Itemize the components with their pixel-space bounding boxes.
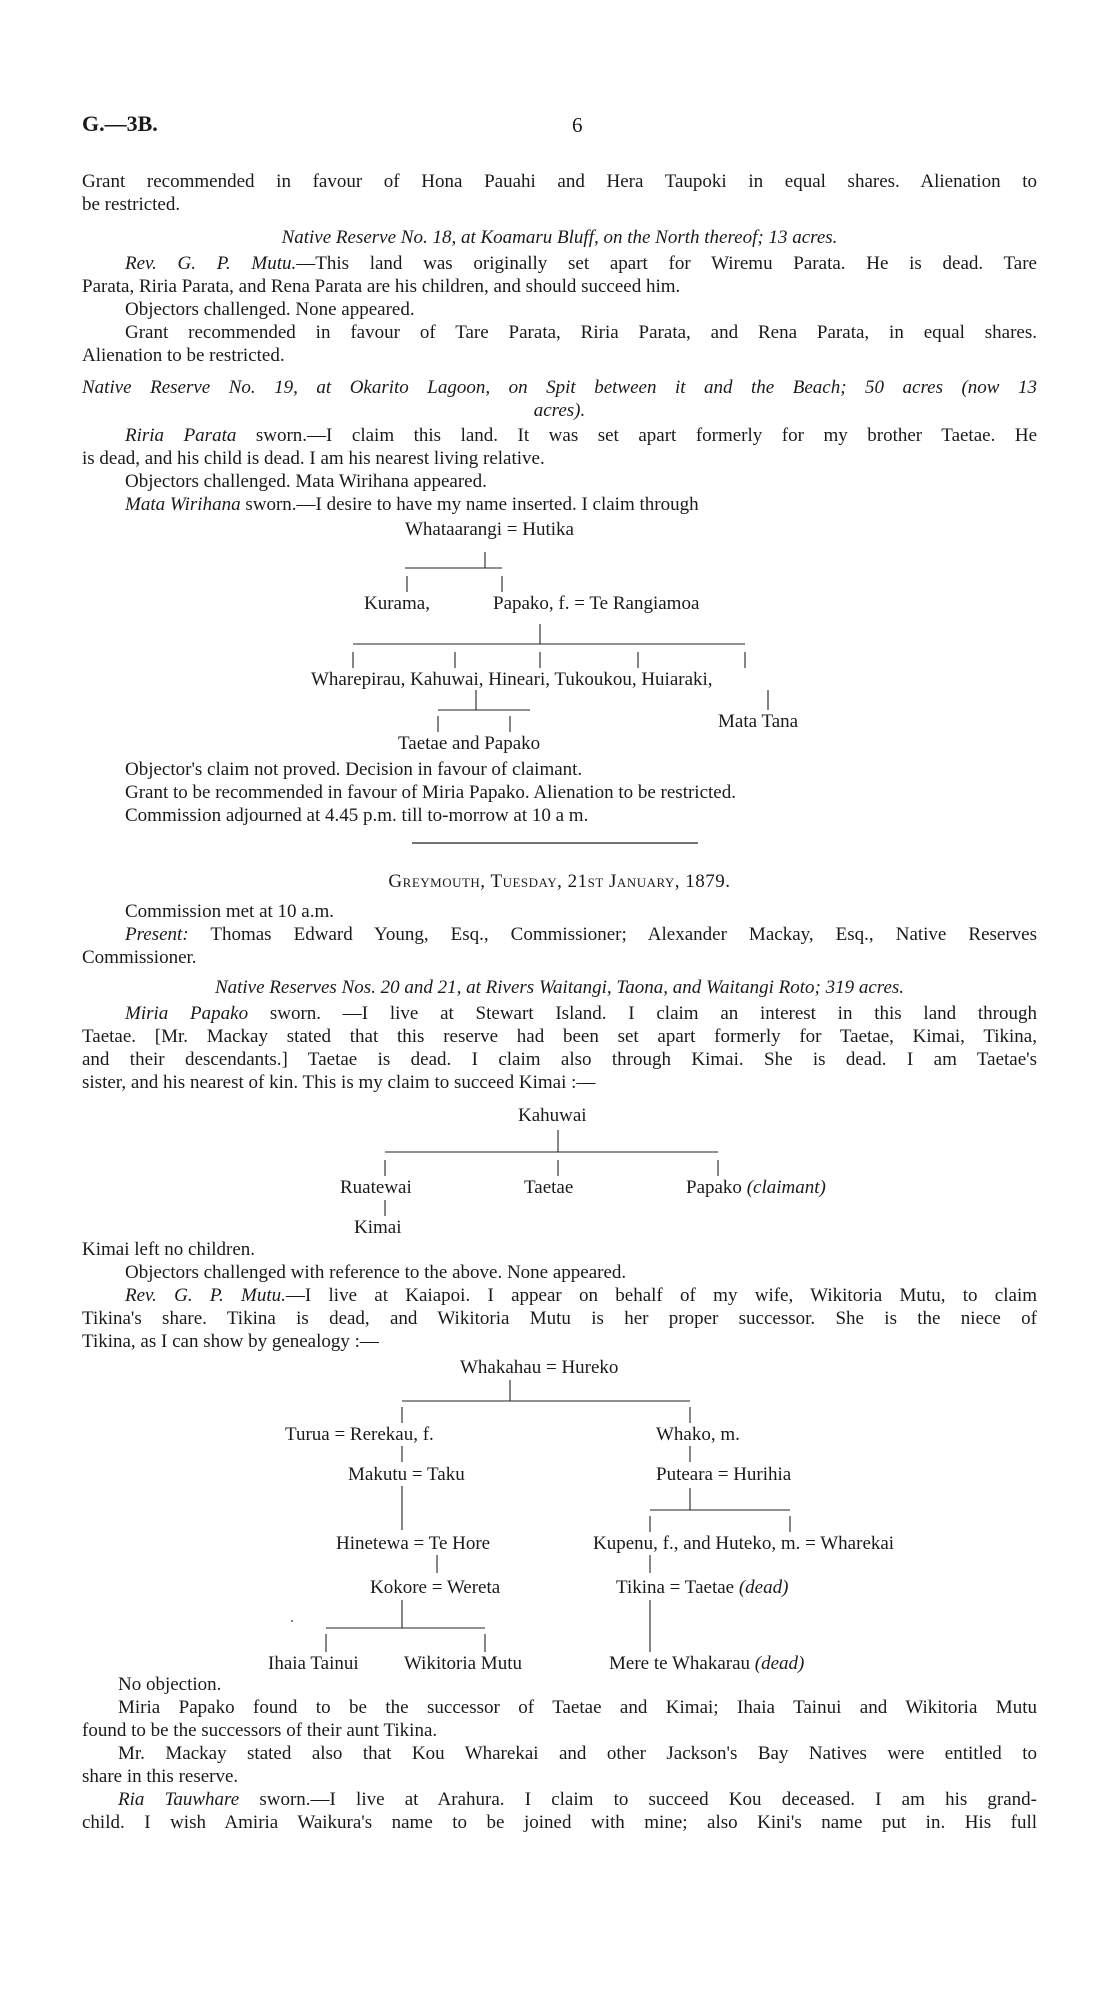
section-heading: Native Reserve No. 19, at Okarito Lagoon, on Spit between it and the Beach; 50 acres (now 13 [82,377,1037,398]
tree-node: Taetae [524,1177,574,1198]
tree-node: Puteara = Hurihia [656,1464,792,1485]
paragraph: Alienation to be restricted. [82,345,285,366]
paragraph [125,1284,1037,1307]
tree-node: Ihaia Tainui [268,1653,359,1674]
section-heading-cont: acres). [533,400,586,421]
testimony: —I live at Kaiapoi. I appear on behalf of my wife, Wikitoria Mutu, to claim [285,1285,1037,1306]
present-label: Present: [125,924,189,945]
tree-node-note: (claimant) [746,1177,826,1198]
paragraph: Objector's claim not proved. Decision in favour of claimant. [125,759,583,780]
paragraph [125,424,1037,447]
testimony: sworn.—I live at Arahura. I claim to succeed Kou deceased. I am his grand- [239,1789,1037,1810]
paragraph: Grant to be recommended in favour of Miria Papako. Alienation to be restricted. [125,782,736,803]
paragraph: Grant recommended in favour of Hona Pauahi and Hera Taupoki in equal shares. Alienation to [82,171,1037,192]
speaker-name: Miria Papako [125,1003,249,1024]
testimony: sworn. —I live at Stewart Island. I claim an interest in this land through [248,1003,1037,1024]
page-reference: G.—3B. [82,111,158,136]
dateline: Greymouth, Tuesday, 21st January, 1879. [388,871,731,892]
paragraph: is dead, and his child is dead. I am his nearest living relative. [82,448,545,469]
tree-node [686,1176,826,1199]
section-heading: Native Reserve No. 18, at Koamaru Bluff, on the North thereof; 13 acres. [281,227,838,248]
speaker-name: Riria Parata [125,425,237,446]
paragraph: Tikina's share. Tikina is dead, and Wikitoria Mutu is her proper successor. She is the niece of [82,1308,1037,1329]
speaker-name: Ria Tauwhare [118,1789,240,1810]
testimony: sworn.—I claim this land. It was set apart formerly for my brother Taetae. He [236,425,1037,446]
speaker-name: Mata Wirihana [125,494,241,515]
paragraph: Objectors challenged. Mata Wirihana appeared. [125,471,487,492]
paragraph: Grant recommended in favour of Tare Parata, Riria Parata, and Rena Parata, in equal shares. [125,322,1037,343]
tree-node: Whataarangi = Hutika [405,519,574,540]
tree-node: Wikitoria Mutu [404,1653,522,1674]
tree-node: Wharepirau, Kahuwai, Hineari, Tukoukou, Huiaraki, [311,669,713,690]
tree-node [609,1652,804,1675]
paragraph: child. I wish Amiria Waikura's name to be joined with mine; also Kini's name put in. His full [82,1812,1037,1833]
paragraph: Objectors challenged. None appeared. [125,299,415,320]
tree-node: Whako, m. [656,1424,740,1445]
tree-node: Whakahau = Hureko [460,1357,619,1378]
paragraph: Parata, Riria Parata, and Rena Parata are his children, and should succeed him. [82,276,681,297]
tree-node-note: (dead) [754,1653,805,1674]
present-text: Thomas Edward Young, Esq., Commissioner; Alexander Mackay, Esq., Native Reserves [188,924,1037,945]
tree-node: Makutu = Taku [348,1464,465,1485]
tree-node: Turua = Rerekau, f. [285,1424,434,1445]
speaker-name: Rev. G. P. Mutu. [125,1285,286,1306]
paragraph: and their descendants.] Taetae is dead. I claim also through Kimai. She is dead. I am Taetae's [82,1049,1037,1070]
tree-node-name: Papako [686,1177,742,1198]
tree-node-name: Mere te Whakarau [609,1653,751,1674]
paragraph [125,252,1037,275]
tree-node-name: Tikina = Taetae [616,1577,735,1598]
paragraph: No objection. [118,1674,222,1695]
paragraph [125,1002,1037,1025]
tree-node: Kupenu, f., and Huteko, m. = Wharekai [593,1533,895,1554]
tree-node: Kimai [354,1217,402,1238]
tree-node: Hinetewa = Te Hore [336,1533,491,1554]
paragraph [125,923,1037,946]
testimony: sworn.—I desire to have my name inserted. I claim through [240,494,699,515]
tree-node: Mata Tana [718,711,799,732]
paragraph: be restricted. [82,194,181,215]
paragraph: Miria Papako found to be the successor of Taetae and Kimai; Ihaia Tainui and Wikitoria Mutu [118,1697,1037,1718]
tree-node: Kokore = Wereta [370,1577,501,1598]
paragraph: share in this reserve. [82,1766,239,1787]
tree-node: Taetae and Papako [398,733,541,754]
speaker-name: Rev. G. P. Mutu. [125,253,297,274]
paragraph: Taetae. [Mr. Mackay stated that this reserve had been set apart formerly for Taetae, Kimai, Tikina, [82,1026,1037,1047]
tree-node [616,1576,788,1599]
paragraph: Tikina, as I can show by genealogy :— [82,1331,379,1352]
paragraph: Objectors challenged with reference to the above. None appeared. [125,1262,627,1283]
tree-node: Kurama, [364,593,430,614]
paragraph [125,493,699,516]
section-heading: Native Reserves Nos. 20 and 21, at Rivers Waitangi, Taona, and Waitangi Roto; 319 acres. [214,977,905,998]
tree-node-note: (dead) [738,1577,789,1598]
paragraph: Commission met at 10 a.m. [125,901,334,922]
page-number: 6 [572,113,583,137]
tree-node: Papako, f. = Te Rangiamoa [493,593,700,614]
tree-node: Kahuwai [518,1105,587,1126]
paragraph [118,1788,1037,1811]
paragraph: found to be the successors of their aunt Tikina. [82,1720,438,1741]
paragraph: Mr. Mackay stated also that Kou Wharekai and other Jackson's Bay Natives were entitled to [118,1743,1037,1764]
tree-node: Ruatewai [340,1177,412,1198]
paragraph: sister, and his nearest of kin. This is my claim to succeed Kimai :— [82,1072,596,1093]
paragraph: Commissioner. [82,947,197,968]
paragraph: Kimai left no children. [82,1239,256,1260]
paragraph: Commission adjourned at 4.45 p.m. till to-morrow at 10 a m. [125,805,589,826]
testimony: —This land was originally set apart for Wiremu Parata. He is dead. Tare [296,253,1037,274]
